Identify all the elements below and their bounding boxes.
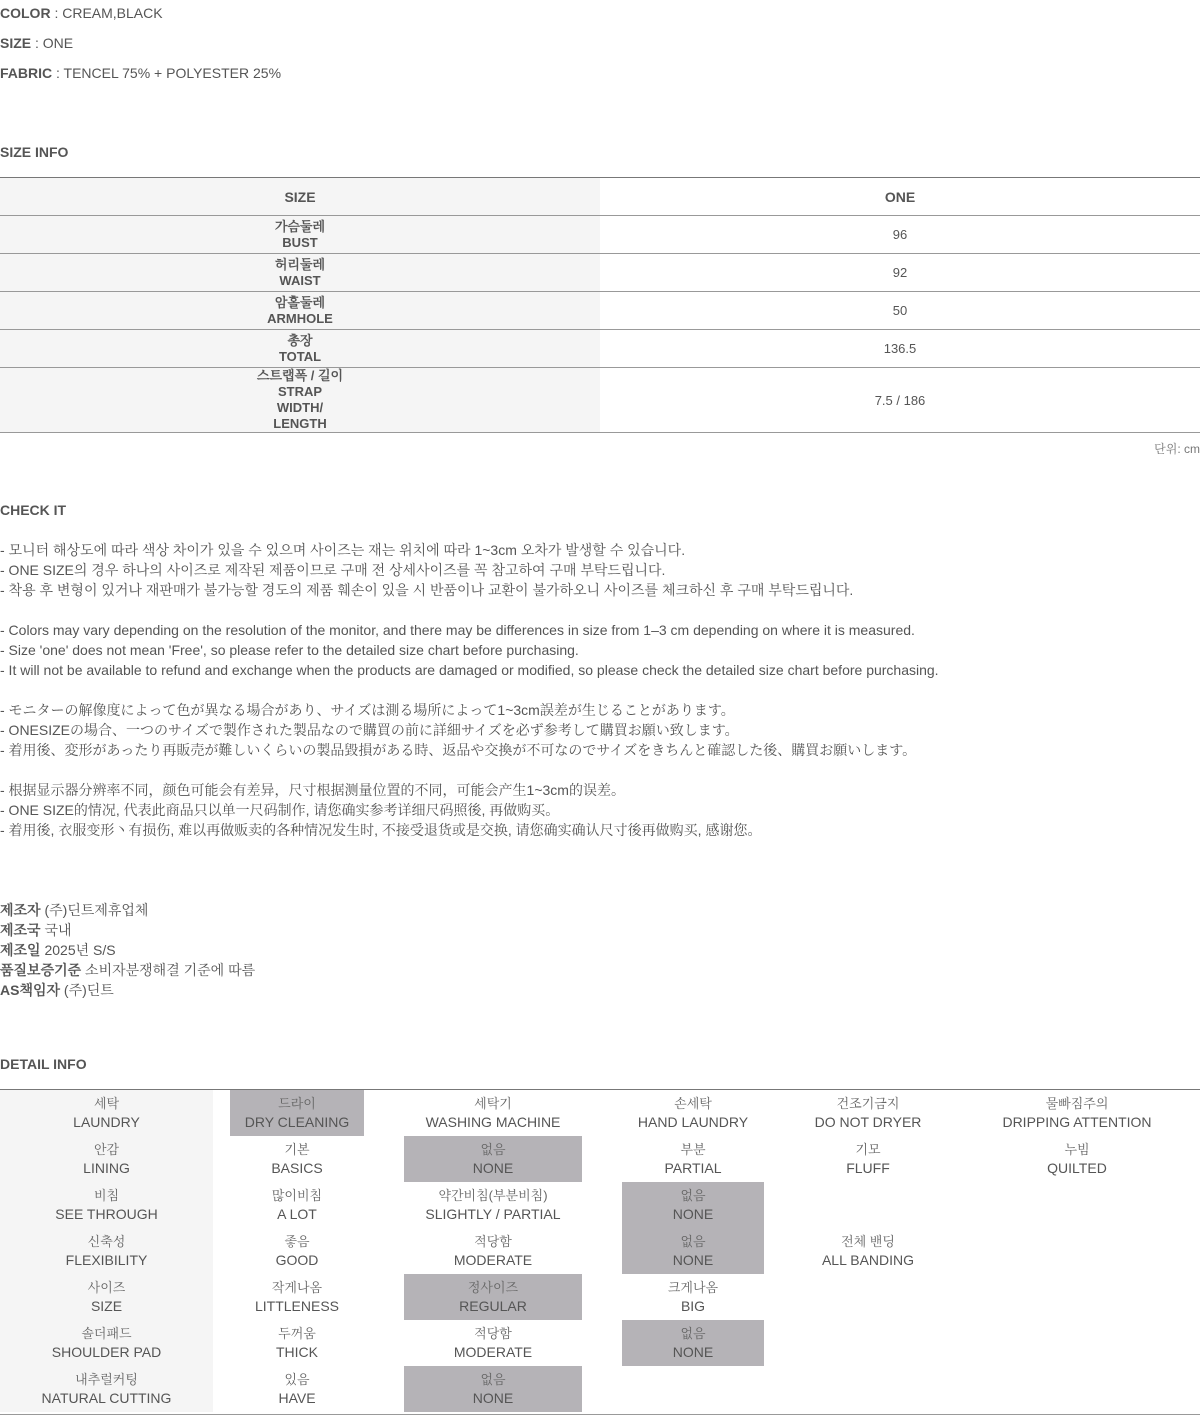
size-row-label — [0, 292, 600, 329]
check-line: - モニターの解像度によって色が異なる場合があり、サイズは測る場所によって1~3cm誤差が生じることがあります。 — [0, 702, 735, 718]
detail-label-en: NONE — [672, 1252, 714, 1268]
detail-option — [622, 1274, 764, 1320]
detail-label-en: LINING — [83, 1160, 130, 1176]
detail-option-selected — [230, 1090, 364, 1136]
size-row-value: 50 — [892, 303, 908, 318]
check-line: - Colors may vary depending on the resolution of the monitor, and there may be differences in size from 1–3 cm depending on where it is measured. — [0, 622, 915, 638]
detail-label-en: DRY CLEANING — [244, 1114, 350, 1130]
detail-label-en: HAND LAUNDRY — [637, 1114, 749, 1130]
detail-option — [954, 1090, 1200, 1136]
detail-option-selected — [622, 1320, 764, 1366]
detail-option-selected — [404, 1136, 582, 1182]
detail-label-en: NONE — [472, 1390, 514, 1406]
detail-label-ko: 크게나옴 — [667, 1280, 719, 1295]
detail-option-selected — [622, 1182, 764, 1228]
detail-label-en: DRIPPING ATTENTION — [1002, 1114, 1152, 1130]
size-info-title: SIZE INFO — [0, 144, 69, 160]
detail-row — [0, 1228, 1200, 1274]
maker-value: 2025년 S/S — [40, 942, 116, 958]
check-line: - It will not be available to refund and exchange when the products are damaged or modified, so please check the detailed size chart before purchasing. — [0, 662, 939, 678]
detail-option-selected — [622, 1228, 764, 1274]
detail-option — [404, 1090, 582, 1136]
spec-label: FABRIC — [0, 65, 53, 81]
detail-label-en: THICK — [276, 1344, 318, 1360]
detail-label-ko: 있음 — [284, 1372, 310, 1387]
maker-manufacturer — [0, 900, 148, 920]
detail-label-en: LITTLENESS — [254, 1298, 340, 1314]
spec-value: : CREAM,BLACK — [50, 5, 163, 21]
detail-row — [0, 1320, 1200, 1366]
maker-value: (주)딘트제휴업체 — [40, 902, 149, 918]
detail-row-label — [0, 1366, 213, 1412]
size-label-en: LENGTH — [273, 416, 327, 431]
detail-label-en: SEE THROUGH — [55, 1206, 158, 1222]
maker-warranty — [0, 960, 255, 980]
spec-label: SIZE — [0, 35, 32, 51]
size-row-value: 92 — [892, 265, 908, 280]
detail-label-ko: 건조기금지 — [836, 1096, 900, 1111]
maker-date — [0, 940, 116, 960]
size-label-ko: 암홀둘레 — [274, 294, 326, 310]
detail-label-ko: 누빔 — [1064, 1142, 1090, 1157]
size-row-label — [0, 254, 600, 291]
detail-option — [230, 1320, 364, 1366]
size-row-value: 7.5 / 186 — [874, 392, 926, 408]
detail-row — [0, 1136, 1200, 1182]
detail-label-en: HAVE — [278, 1390, 316, 1406]
check-line: - 모니터 해상도에 따라 색상 차이가 있을 수 있으며 사이즈는 재는 위치에 따라 1~3cm 오차가 발생할 수 있습니다. — [0, 542, 686, 558]
detail-label-ko: 적당함 — [474, 1234, 512, 1249]
detail-label-en: SIZE — [90, 1298, 123, 1314]
size-label-en: WIDTH/ — [276, 400, 324, 415]
detail-label-en: REGULAR — [459, 1298, 527, 1314]
detail-label-en: NATURAL CUTTING — [41, 1390, 172, 1406]
detail-option — [404, 1182, 582, 1228]
detail-row-label — [0, 1320, 213, 1366]
detail-label-ko: 정사이즈 — [467, 1280, 519, 1295]
detail-label-ko: 없음 — [680, 1234, 706, 1249]
detail-label-en: LAUNDRY — [73, 1114, 140, 1130]
check-line: - ONE SIZE의 경우 하나의 사이즈로 제작된 제품이므로 구매 전 상세사이즈를 꼭 참고하여 구매 부탁드립니다. — [0, 562, 666, 578]
detail-label-ko: 세탁기 — [474, 1096, 512, 1111]
maker-value: 국내 — [40, 922, 72, 938]
detail-label-ko: 비침 — [93, 1188, 120, 1203]
size-label-ko: 가슴둘레 — [274, 218, 326, 234]
detail-label-en: BIG — [680, 1298, 706, 1314]
detail-option — [797, 1090, 939, 1136]
check-it-title: CHECK IT — [0, 502, 67, 518]
size-row-total — [0, 330, 1200, 368]
size-label-en: BUST — [282, 234, 318, 250]
size-label-ko: 스트랩폭 / 길이 — [256, 368, 344, 383]
detail-option — [622, 1090, 764, 1136]
size-label-en: ARMHOLE — [267, 310, 333, 326]
size-header-value: ONE — [884, 188, 916, 205]
detail-label-en: GOOD — [275, 1252, 319, 1268]
detail-label-ko: 없음 — [680, 1188, 706, 1203]
detail-label-ko: 기모 — [855, 1142, 881, 1157]
detail-label-en: SLIGHTLY / PARTIAL — [425, 1206, 561, 1222]
spec-value: : TENCEL 75% + POLYESTER 25% — [52, 65, 282, 81]
maker-value: (주)딘트 — [60, 982, 114, 998]
size-table — [0, 177, 1200, 433]
detail-row-label — [0, 1182, 213, 1228]
detail-option — [230, 1136, 364, 1182]
detail-label-en: MODERATE — [453, 1344, 533, 1360]
detail-option — [230, 1228, 364, 1274]
detail-label-en: DO NOT DRYER — [814, 1114, 922, 1130]
maker-as — [0, 980, 114, 1000]
detail-option-selected — [404, 1274, 582, 1320]
detail-option — [954, 1136, 1200, 1182]
size-row-label — [0, 368, 600, 432]
detail-label-ko: 좋음 — [284, 1234, 310, 1249]
check-line: - 着用後, 衣服变形丶有损伤, 难以再做贩卖的各种情况发生时, 不接受退货或是交换, 请您确实确认尺寸後再做购买, 感谢您。 — [0, 822, 762, 838]
detail-label-en: PARTIAL — [664, 1160, 722, 1176]
detail-option — [230, 1274, 364, 1320]
detail-label-en: NONE — [472, 1160, 514, 1176]
check-line: - ONE SIZE的情况, 代表此商品只以单一尺码制作, 请您确实参考详细尺码照後, 再做购买。 — [0, 802, 560, 818]
detail-row — [0, 1366, 1200, 1412]
detail-label-en: A LOT — [277, 1206, 317, 1222]
detail-label-en: ALL BANDING — [821, 1252, 915, 1268]
size-label-ko: 총장 — [287, 332, 313, 348]
size-row-armhole — [0, 292, 1200, 330]
spec-color — [0, 3, 163, 23]
detail-option — [404, 1320, 582, 1366]
detail-row — [0, 1182, 1200, 1228]
size-row-bust — [0, 216, 1200, 254]
detail-option — [622, 1136, 764, 1182]
detail-label-ko: 기본 — [284, 1142, 310, 1157]
detail-label-ko: 신축성 — [87, 1234, 126, 1249]
spec-size — [0, 33, 73, 53]
detail-label-ko: 물빠짐주의 — [1045, 1096, 1109, 1111]
spec-fabric — [0, 63, 281, 83]
detail-label-ko: 없음 — [680, 1326, 706, 1341]
size-row-waist — [0, 254, 1200, 292]
size-label-ko: 허리둘레 — [274, 256, 326, 272]
spec-value: : ONE — [31, 35, 74, 51]
detail-table — [0, 1089, 1200, 1415]
size-label-en: TOTAL — [278, 348, 322, 364]
detail-label-ko: 드라이 — [278, 1096, 316, 1111]
size-row-value: 136.5 — [883, 341, 917, 356]
detail-label-ko: 안감 — [93, 1142, 120, 1157]
detail-label-ko: 세탁 — [93, 1096, 120, 1111]
detail-option — [230, 1366, 364, 1412]
detail-option — [797, 1228, 939, 1274]
detail-info-title: DETAIL INFO — [0, 1056, 87, 1072]
maker-value: 소비자분쟁해결 기준에 따름 — [81, 962, 256, 978]
detail-label-en: SHOULDER PAD — [51, 1344, 162, 1360]
detail-row-label — [0, 1228, 213, 1274]
detail-label-ko: 적당함 — [474, 1326, 512, 1341]
detail-label-ko: 두꺼움 — [278, 1326, 316, 1341]
detail-row-label — [0, 1090, 213, 1136]
detail-option — [404, 1228, 582, 1274]
size-label-en: WAIST — [279, 272, 321, 288]
detail-label-en: NONE — [672, 1206, 714, 1222]
detail-label-en: FLEXIBILITY — [65, 1252, 148, 1268]
detail-label-ko: 없음 — [480, 1142, 506, 1157]
size-row-value: 96 — [892, 227, 908, 242]
detail-option — [797, 1136, 939, 1182]
detail-label-en: WASHING MACHINE — [425, 1114, 561, 1130]
detail-label-ko: 사이즈 — [87, 1280, 126, 1295]
size-row-label — [0, 330, 600, 367]
maker-label: 품질보증기준 — [0, 962, 82, 978]
maker-country — [0, 920, 72, 940]
detail-label-ko: 솔더패드 — [81, 1326, 132, 1341]
detail-label-ko: 작게나옴 — [271, 1280, 323, 1295]
size-header-label: SIZE — [0, 178, 600, 215]
detail-label-ko: 내추럴커팅 — [75, 1372, 138, 1387]
detail-row — [0, 1090, 1200, 1136]
check-line: - 根据显示器分辨率不同，颜色可能会有差异，尺寸根据测量位置的不同，可能会产生1~3cm的误差。 — [0, 782, 625, 798]
detail-label-ko: 전체 밴딩 — [841, 1234, 895, 1249]
size-label-en: STRAP — [277, 384, 323, 399]
detail-label-en: BASICS — [271, 1160, 323, 1176]
unit-note: 단위: cm — [1154, 442, 1200, 456]
detail-option-selected — [404, 1366, 582, 1412]
size-table-header — [0, 178, 1200, 216]
size-row-label — [0, 216, 600, 253]
detail-label-en: MODERATE — [453, 1252, 533, 1268]
maker-label: 제조국 — [0, 922, 41, 938]
detail-label-ko: 손세탁 — [674, 1096, 712, 1111]
spec-label: COLOR — [0, 5, 51, 21]
maker-label: AS책임자 — [0, 982, 61, 998]
check-line: - Size 'one' does not mean 'Free', so please refer to the detailed size chart before purchasing. — [0, 642, 579, 658]
maker-label: 제조자 — [0, 902, 41, 918]
detail-label-ko: 많이비침 — [271, 1188, 323, 1203]
detail-label-ko: 약간비침(부분비침) — [438, 1188, 548, 1203]
detail-label-en: FLUFF — [846, 1160, 890, 1176]
detail-label-ko: 부분 — [680, 1142, 706, 1157]
check-line: - 着用後、変形があったり再販売が難しいくらいの製品毀損がある時、返品や交換が不可なのでサイズをきちんと確認した後、購買お願いします。 — [0, 742, 917, 758]
detail-option — [230, 1182, 364, 1228]
size-row-strap — [0, 368, 1200, 433]
detail-label-ko: 없음 — [480, 1372, 506, 1387]
detail-label-en: QUILTED — [1047, 1160, 1107, 1176]
detail-row — [0, 1274, 1200, 1320]
check-line: - 착용 후 변형이 있거나 재판매가 불가능할 경도의 제품 훼손이 있을 시 반품이나 교환이 불가하오니 사이즈를 체크하신 후 구매 부탁드립니다. — [0, 582, 854, 598]
check-line: - ONESIZEの場合、一つのサイズで製作された製品なので購買の前に詳細サイズを必ず参考して購買お願い致します。 — [0, 722, 739, 738]
maker-label: 제조일 — [0, 942, 41, 958]
detail-row-label — [0, 1136, 213, 1182]
detail-label-en: NONE — [672, 1344, 714, 1360]
detail-row-label — [0, 1274, 213, 1320]
